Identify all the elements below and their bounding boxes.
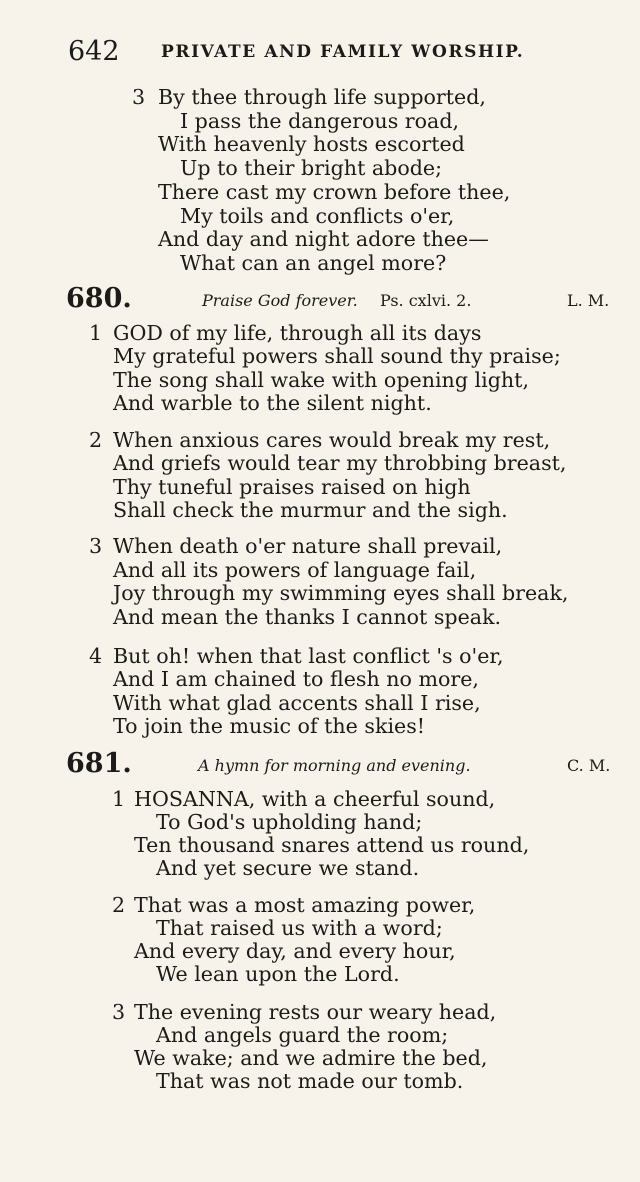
verse-line: The song shall wake with opening light, bbox=[113, 368, 529, 392]
verse-line: And day and night adore thee— bbox=[158, 227, 489, 251]
page-number: 642 bbox=[68, 36, 120, 67]
verse-line: But oh! when that last conflict 's o'er, bbox=[113, 644, 504, 668]
verse-line: Joy through my swimming eyes shall break, bbox=[113, 581, 569, 605]
verse-line: With heavenly hosts escorted bbox=[158, 132, 465, 156]
verse-line: Up to their bright abode; bbox=[180, 156, 443, 180]
verse-line: My grateful powers shall sound thy praise; bbox=[113, 344, 561, 368]
verse-line: There cast my crown before thee, bbox=[158, 180, 511, 204]
verse-line: We lean upon the Lord. bbox=[156, 962, 400, 986]
verse-line: Shall check the murmur and the sigh. bbox=[113, 498, 508, 522]
verse-number: 2 bbox=[112, 893, 126, 917]
verse-number: 4 bbox=[89, 644, 103, 668]
verse-number: 2 bbox=[89, 428, 103, 452]
verse-number: 1 bbox=[112, 787, 126, 811]
verse-line: And griefs would tear my throbbing breast, bbox=[113, 451, 567, 475]
verse-line: My toils and conflicts o'er, bbox=[180, 204, 455, 228]
verse-line: That was a most amazing power, bbox=[134, 893, 476, 917]
verse-line: And warble to the silent night. bbox=[113, 391, 432, 415]
verse-number: 1 bbox=[89, 321, 103, 345]
hymn-meter: C. M. bbox=[567, 756, 611, 775]
verse-line: And yet secure we stand. bbox=[156, 856, 420, 880]
verse-line: When anxious cares would break my rest, bbox=[113, 428, 551, 452]
hymn-title: Praise God forever. bbox=[202, 291, 358, 310]
verse-number: 3 bbox=[112, 1000, 126, 1024]
verse-number: 3 bbox=[89, 534, 103, 558]
verse-line: To join the music of the skies! bbox=[113, 714, 426, 738]
verse-line: And mean the thanks I cannot speak. bbox=[113, 605, 502, 629]
verse-line: Ten thousand snares attend us round, bbox=[134, 833, 530, 857]
verse-line: And every day, and every hour, bbox=[134, 939, 456, 963]
verse-line: I pass the dangerous road, bbox=[180, 109, 460, 133]
verse-line: Thy tuneful praises raised on high bbox=[113, 475, 471, 499]
verse-line: And angels guard the room; bbox=[156, 1023, 449, 1047]
verse-line: HOSANNA, with a cheerful sound, bbox=[134, 787, 496, 811]
verse-line: And I am chained to flesh no more, bbox=[113, 667, 479, 691]
verse-line: That raised us with a word; bbox=[156, 916, 443, 940]
verse-line: And all its powers of language fail, bbox=[113, 558, 477, 582]
verse-line: By thee through life supported, bbox=[158, 85, 486, 109]
verse-line: We wake; and we admire the bed, bbox=[134, 1046, 488, 1070]
verse-line: The evening rests our weary head, bbox=[134, 1000, 497, 1024]
page-header bbox=[68, 36, 628, 72]
verse-number: 3 bbox=[132, 85, 146, 109]
verse-line: To God's upholding hand; bbox=[156, 810, 423, 834]
hymn-title: A hymn for morning and evening. bbox=[198, 756, 471, 775]
scripture-reference: Ps. cxlvi. 2. bbox=[380, 291, 472, 310]
hymn-meter: L. M. bbox=[567, 291, 610, 310]
verse-line: What can an angel more? bbox=[180, 251, 447, 275]
verse-line: GOD of my life, through all its days bbox=[113, 321, 482, 345]
verse-line: With what glad accents shall I rise, bbox=[113, 691, 481, 715]
verse-line: That was not made our tomb. bbox=[156, 1069, 464, 1093]
verse-line: When death o'er nature shall prevail, bbox=[113, 534, 503, 558]
hymn-number: 680. bbox=[66, 283, 132, 314]
hymn-number: 681. bbox=[66, 748, 132, 779]
running-head: PRIVATE AND FAMILY WORSHIP. bbox=[161, 42, 525, 62]
